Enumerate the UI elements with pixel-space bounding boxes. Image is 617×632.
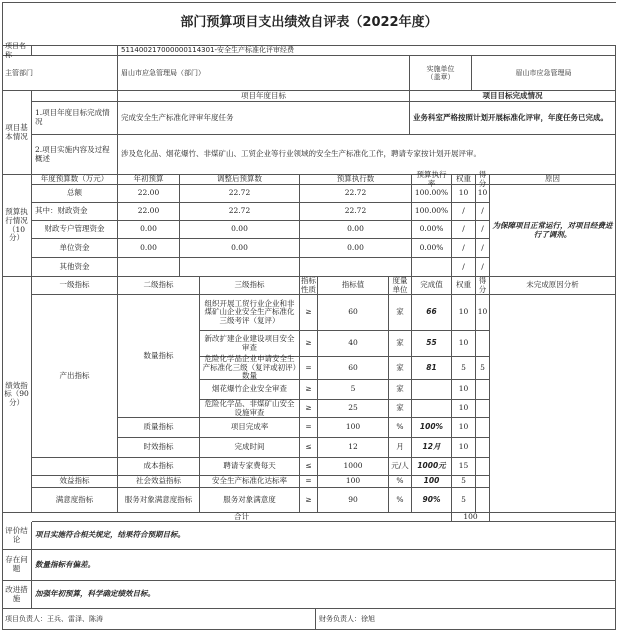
- perf-weight: 10: [452, 331, 476, 357]
- budget-header-5: 权重: [452, 175, 476, 185]
- budget-section-label: 预算执 行情况 （10 分）: [2, 175, 32, 277]
- budget-header-1: 年初预算: [118, 175, 180, 185]
- row2-label: 2.项目实施内容及过程概述: [32, 135, 118, 175]
- row2-content: 涉及危化品、烟花爆竹、非煤矿山、工贸企业等行业领域的安全生产标准化工作，聘请专家按计划开展评审。: [118, 135, 616, 175]
- perf-weight: 10: [452, 418, 476, 438]
- perf-header-6: 完成值: [412, 277, 452, 295]
- perf-header-7: 权重: [452, 277, 476, 295]
- budget-score: /: [476, 258, 490, 277]
- perf-score: [476, 331, 490, 357]
- perf-score: 5: [476, 357, 490, 380]
- perf-score: [476, 458, 490, 476]
- budget-executed: 22.72: [300, 203, 412, 221]
- budget-executed: 0.00: [300, 239, 412, 258]
- perf-unit: 家: [389, 400, 412, 418]
- perf-weight: 5: [452, 488, 476, 513]
- social-benefit-label: 社会效益指标: [118, 476, 200, 488]
- perf-target-value: 100: [318, 476, 389, 488]
- perf-target-value: 40: [318, 331, 389, 357]
- project-name-value: 511400217000000114301-安全生产标准化评审经费: [118, 46, 616, 56]
- perf-indicator-name: 安全生产标准化达标率: [200, 476, 300, 488]
- perf-weight: 10: [452, 400, 476, 418]
- budget-score: /: [476, 239, 490, 258]
- budget-score: /: [476, 203, 490, 221]
- perf-weight: 10: [452, 295, 476, 331]
- basic-info-blank: [32, 91, 118, 102]
- row1-completion: 业务科室严格按照计划开展标准化评审，年度任务已完成。: [410, 102, 616, 135]
- perf-completed-value: 1000元: [412, 458, 452, 476]
- budget-adjusted: 0.00: [180, 221, 300, 239]
- row1-label: 1.项目年度目标完成情况: [32, 102, 118, 135]
- perf-unit: 月: [389, 438, 412, 458]
- perf-nature: ≥: [300, 400, 318, 418]
- perf-completed-value: 55: [412, 331, 452, 357]
- perf-weight: 5: [452, 357, 476, 380]
- perf-header-3: 指标性质: [301, 275, 316, 294]
- perf-header-8: 得分: [476, 277, 490, 295]
- perf-weight: 15: [452, 458, 476, 476]
- budget-executed: 0.00: [300, 221, 412, 239]
- perf-nature: ≥: [300, 295, 318, 331]
- budget-header-2: 调整后预算数: [180, 175, 300, 185]
- quality-indicator-label: 质量指标: [118, 418, 200, 438]
- evaluation-label: 评价结论: [2, 522, 32, 550]
- budget-rate: 100.00%: [412, 203, 452, 221]
- perf-score: [476, 488, 490, 513]
- perf-completed-value: 100: [412, 476, 452, 488]
- project-lead: 项目负责人：王兵、雷泽、陈涛: [2, 609, 316, 630]
- budget-header-0: 年度预算数（万元）: [32, 175, 118, 185]
- implementer-value: 眉山市应急管理局: [472, 56, 616, 91]
- budget-initial: 22.00: [118, 185, 180, 203]
- perf-reason-blank: [490, 295, 616, 513]
- satisfaction-indicator-label: 满意度指标: [32, 488, 118, 513]
- perf-nature: ≤: [300, 458, 318, 476]
- budget-adjusted: 22.72: [180, 203, 300, 221]
- budget-row-label: 财政专户管理资金: [32, 221, 118, 239]
- perf-unit: 家: [389, 331, 412, 357]
- department-value: 眉山市应急管理局（部门）: [118, 56, 410, 91]
- budget-weight: /: [452, 239, 476, 258]
- total-label: 合计: [32, 513, 452, 522]
- budget-adjusted: [180, 258, 300, 277]
- target-header: 项目年度目标: [118, 91, 410, 102]
- perf-score: [476, 438, 490, 458]
- perf-target-value: 5: [318, 380, 389, 400]
- perf-score: 10: [476, 295, 490, 331]
- total-score: 100: [452, 513, 490, 522]
- budget-initial: [118, 258, 180, 277]
- perf-score: [476, 380, 490, 400]
- budget-rate: 100.00%: [412, 185, 452, 203]
- perf-indicator-name: 项目完成率: [200, 418, 300, 438]
- total-blank: [490, 513, 616, 522]
- budget-row-label: 其中：财政资金: [32, 203, 118, 221]
- budget-rate: 0.00%: [412, 239, 452, 258]
- perf-completed-value: 90%: [412, 488, 452, 513]
- perf-unit: %: [389, 418, 412, 438]
- implementer-label: 实施单位 （盖章）: [410, 56, 472, 91]
- budget-score: 10: [476, 185, 490, 203]
- perf-completed-value: [412, 380, 452, 400]
- budget-executed: [300, 258, 412, 277]
- perf-target-value: 100: [318, 418, 389, 438]
- basic-info-section-label: 项目基 本情况: [2, 91, 32, 175]
- perf-nature: =: [300, 418, 318, 438]
- perf-unit: 家: [389, 295, 412, 331]
- perf-header-4: 指标值: [318, 277, 389, 295]
- issues-label: 存在问题: [2, 550, 32, 581]
- output-blank: [32, 458, 118, 476]
- perf-indicator-name: 完成时间: [200, 438, 300, 458]
- budget-initial: 0.00: [118, 221, 180, 239]
- perf-indicator-name: 组织开展工贸行业企业和非煤矿山企业安全生产标准化三级考评（复评）: [200, 295, 300, 331]
- measures-text: 加强年初预算，科学确定绩效目标。: [32, 581, 616, 609]
- perf-score: [476, 476, 490, 488]
- output-indicator-label: 产出指标: [32, 295, 118, 458]
- budget-row-label: 总额: [32, 185, 118, 203]
- budget-adjusted: 0.00: [180, 239, 300, 258]
- budget-header-6: 得分: [476, 175, 490, 185]
- budget-rate: 0.00%: [412, 221, 452, 239]
- perf-target-value: 90: [318, 488, 389, 513]
- perf-indicator-name: 危险化学品、非煤矿山安全设施审查: [200, 400, 300, 418]
- benefit-indicator-label: 效益指标: [32, 476, 118, 488]
- completion-header: 项目目标完成情况: [410, 91, 616, 102]
- perf-indicator-name: 危险化学品企业申请安全生产标准化三级（复评或初评）数量: [200, 357, 300, 380]
- cost-indicator-label: 成本指标: [118, 458, 200, 476]
- perf-completed-value: [412, 400, 452, 418]
- budget-rate: [412, 258, 452, 277]
- perf-target-value: 60: [318, 295, 389, 331]
- perf-unit: %: [389, 488, 412, 513]
- issues-text: 数量指标有偏差。: [32, 550, 616, 581]
- document-title: 部门预算项目支出绩效自评表（2022年度）: [2, 2, 616, 46]
- perf-target-value: 25: [318, 400, 389, 418]
- budget-score: /: [476, 221, 490, 239]
- perf-completed-value: 100%: [412, 418, 452, 438]
- perf-target-value: 1000: [318, 458, 389, 476]
- perf-nature: =: [300, 476, 318, 488]
- perf-completed-value: 66: [412, 295, 452, 331]
- budget-weight: /: [452, 203, 476, 221]
- budget-reason: 为保障项目正常运行，对项目经费进行了调剂。: [490, 185, 616, 277]
- quantity-indicator-label: 数量指标: [118, 295, 200, 418]
- perf-header-0: 一级指标: [32, 277, 118, 295]
- perf-weight: 10: [452, 438, 476, 458]
- row1-target: 完成安全生产标准化评审年度任务: [118, 102, 410, 135]
- perf-header-1: 二级指标: [118, 277, 200, 295]
- perf-score: [476, 418, 490, 438]
- timeliness-indicator-label: 时效指标: [118, 438, 200, 458]
- service-satisfaction-label: 服务对象满意度指标: [118, 488, 200, 513]
- perf-nature: ≥: [300, 488, 318, 513]
- perf-indicator-name: 聘请专家费每天: [200, 458, 300, 476]
- budget-adjusted: 22.72: [180, 185, 300, 203]
- budget-initial: 0.00: [118, 239, 180, 258]
- perf-header-2: 三级指标: [200, 277, 300, 295]
- budget-header-3: 预算执行数: [300, 175, 412, 185]
- measures-label: 改进措施: [2, 581, 32, 609]
- perf-completed-value: 12月: [412, 438, 452, 458]
- perf-unit: 家: [389, 380, 412, 400]
- perf-header-5: 度量单位: [389, 277, 412, 295]
- perf-indicator-name: 服务对象满意度: [200, 488, 300, 513]
- perf-unit: 元/人: [389, 458, 412, 476]
- perf-nature: ≥: [300, 331, 318, 357]
- budget-weight: /: [452, 221, 476, 239]
- perf-target-value: 60: [318, 357, 389, 380]
- perf-header-9: 未完成原因分析: [490, 277, 616, 295]
- perf-completed-value: 81: [412, 357, 452, 380]
- budget-initial: 22.00: [118, 203, 180, 221]
- budget-header-4: 预算执行率: [412, 175, 452, 185]
- perf-target-value: 12: [318, 438, 389, 458]
- perf-indicator-name: 新改扩建企业建设项目安全审查: [200, 331, 300, 357]
- project-name-gap: [32, 46, 118, 56]
- perf-unit: %: [389, 476, 412, 488]
- performance-section-label: 绩效指 标（90 分）: [2, 277, 32, 513]
- finance-lead: 财务负责人：徐旭: [316, 609, 616, 630]
- budget-header-7: 原因: [490, 175, 616, 185]
- project-name-label: 项目名称: [2, 46, 32, 56]
- budget-weight: /: [452, 258, 476, 277]
- perf-weight: 5: [452, 476, 476, 488]
- evaluation-text: 项目实施符合相关规定，结果符合预期目标。: [32, 522, 616, 550]
- perf-unit: 家: [389, 357, 412, 380]
- budget-row-label: 其他资金: [32, 258, 118, 277]
- budget-executed: 22.72: [300, 185, 412, 203]
- perf-nature: =: [300, 357, 318, 380]
- perf-score: [476, 400, 490, 418]
- perf-nature: ≥: [300, 380, 318, 400]
- budget-weight: 10: [452, 185, 476, 203]
- perf-indicator-name: 烟花爆竹企业安全审查: [200, 380, 300, 400]
- budget-row-label: 单位资金: [32, 239, 118, 258]
- department-label: 主管部门: [2, 56, 118, 91]
- perf-weight: 10: [452, 380, 476, 400]
- perf-nature: ≤: [300, 438, 318, 458]
